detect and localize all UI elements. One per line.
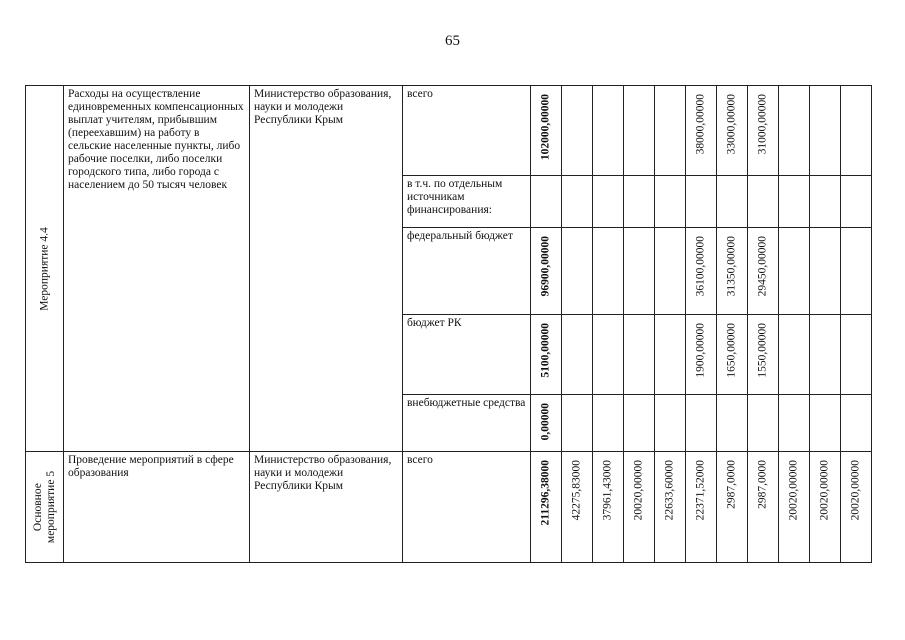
cell-text: 22371,52000 xyxy=(694,460,707,521)
cell-text: 96900,00000 xyxy=(539,236,552,297)
year-amount xyxy=(779,228,810,314)
activity-executor xyxy=(250,452,403,563)
year-amount xyxy=(593,394,624,451)
cell-text: 31000,00000 xyxy=(756,94,769,155)
activity-description xyxy=(64,86,250,452)
year-amount xyxy=(593,314,624,394)
total-amount xyxy=(531,176,562,228)
year-amount xyxy=(624,86,655,176)
cell-text: Расходы на осуществление единовременных компенсационных выплат учителям, прибывшим (переехавшим) на работу в сельские населенные пункты, либо рабочие поселки, либо поселки городского типа, либо города с населением до 50 тысяч человек xyxy=(68,88,244,191)
activity-id xyxy=(26,86,64,452)
year-amount xyxy=(748,394,779,451)
total-amount xyxy=(531,228,562,314)
cell-text: 20020,00000 xyxy=(632,460,645,521)
year-amount xyxy=(624,314,655,394)
year-amount xyxy=(686,228,717,314)
year-amount xyxy=(841,228,872,314)
year-amount xyxy=(624,394,655,451)
year-amount xyxy=(686,452,717,563)
year-amount xyxy=(655,452,686,563)
cell-text: 1550,00000 xyxy=(756,322,769,378)
total-amount xyxy=(531,394,562,451)
activity-id-text xyxy=(38,227,51,311)
cell-text: 102000,00000 xyxy=(539,94,552,161)
year-amount xyxy=(717,314,748,394)
cell-text: в т.ч. по отдельным источникам финансирования: xyxy=(407,178,503,217)
table-row xyxy=(26,86,872,176)
year-amount xyxy=(655,176,686,228)
cell-text: 0,00000 xyxy=(539,402,552,441)
cell-text: 42275,83000 xyxy=(570,460,583,521)
cell-text: внебюджетные средства xyxy=(407,396,526,409)
year-amount xyxy=(810,452,841,563)
year-amount xyxy=(593,452,624,563)
cell-text: 31350,00000 xyxy=(725,236,738,297)
cell-text: 211296,38000 xyxy=(539,460,552,526)
year-amount xyxy=(562,176,593,228)
funding-source xyxy=(403,86,531,176)
cell-text: бюджет РК xyxy=(407,316,462,329)
cell-text: 2987,0000 xyxy=(725,460,738,509)
year-amount xyxy=(593,228,624,314)
year-amount xyxy=(810,86,841,176)
year-amount xyxy=(593,86,624,176)
year-amount xyxy=(562,394,593,451)
cell-text: всего xyxy=(407,454,433,466)
year-amount xyxy=(748,314,779,394)
year-amount xyxy=(717,394,748,451)
activity-id xyxy=(26,452,64,563)
cell-text: 29450,00000 xyxy=(756,236,769,297)
year-amount xyxy=(841,176,872,228)
year-amount xyxy=(686,176,717,228)
year-amount xyxy=(655,394,686,451)
cell-text: мероприятие 5 xyxy=(44,470,57,544)
cell-text: Основное xyxy=(31,483,44,531)
table-row xyxy=(26,452,872,563)
year-amount xyxy=(717,86,748,176)
year-amount xyxy=(562,228,593,314)
cell-text: 37961,43000 xyxy=(601,460,614,521)
year-amount xyxy=(686,314,717,394)
year-amount xyxy=(748,86,779,176)
funding-source xyxy=(403,228,531,314)
funding-source xyxy=(403,394,531,451)
total-amount xyxy=(531,86,562,176)
year-amount xyxy=(779,176,810,228)
year-amount xyxy=(841,394,872,451)
year-amount xyxy=(810,314,841,394)
year-amount xyxy=(562,86,593,176)
cell-text: 38000,00000 xyxy=(694,94,707,155)
year-amount xyxy=(624,452,655,563)
year-amount xyxy=(624,228,655,314)
funding-source xyxy=(403,452,531,563)
year-amount xyxy=(562,452,593,563)
year-amount xyxy=(748,176,779,228)
cell-text: 33000,00000 xyxy=(725,94,738,155)
cell-text: Министерство образования, науки и молодежи Республики Крым xyxy=(254,454,392,492)
year-amount xyxy=(779,314,810,394)
year-amount xyxy=(686,86,717,176)
year-amount xyxy=(717,228,748,314)
year-amount xyxy=(717,176,748,228)
year-amount xyxy=(748,228,779,314)
cell-text: 1900,00000 xyxy=(694,322,707,378)
year-amount xyxy=(810,228,841,314)
cell-text: всего xyxy=(407,88,433,100)
activity-description xyxy=(64,452,250,563)
cell-text: 2987,0000 xyxy=(756,460,769,509)
year-amount xyxy=(593,176,624,228)
year-amount xyxy=(624,176,655,228)
year-amount xyxy=(717,452,748,563)
cell-text: 5100,00000 xyxy=(539,322,552,378)
cell-text: 20020,00000 xyxy=(787,460,800,521)
cell-text: федеральный бюджет xyxy=(407,230,513,243)
budget-table xyxy=(25,85,872,563)
year-amount xyxy=(779,452,810,563)
cell-text: Мероприятие 4.4 xyxy=(38,226,50,311)
cell-text: Министерство образования, науки и молодежи Республики Крым xyxy=(254,88,392,126)
year-amount xyxy=(686,394,717,451)
cell-text: 22633,60000 xyxy=(663,460,676,521)
year-amount xyxy=(810,176,841,228)
year-amount xyxy=(655,314,686,394)
year-amount xyxy=(779,86,810,176)
year-amount xyxy=(562,314,593,394)
year-amount xyxy=(841,86,872,176)
cell-text: 36100,00000 xyxy=(694,236,707,297)
year-amount xyxy=(810,394,841,451)
cell-text: 1650,00000 xyxy=(725,322,738,378)
year-amount xyxy=(841,314,872,394)
total-amount xyxy=(531,314,562,394)
total-amount xyxy=(531,452,562,563)
year-amount xyxy=(779,394,810,451)
cell-text: 20020,00000 xyxy=(849,460,862,521)
page-number: 65 xyxy=(445,33,460,49)
funding-source xyxy=(403,176,531,228)
year-amount xyxy=(841,452,872,563)
activity-id-text xyxy=(32,471,58,543)
cell-text: 20020,00000 xyxy=(818,460,831,521)
year-amount xyxy=(655,86,686,176)
cell-text: Проведение мероприятий в сфере образования xyxy=(68,454,234,479)
year-amount xyxy=(655,228,686,314)
funding-source xyxy=(403,314,531,394)
activity-executor xyxy=(250,86,403,452)
year-amount xyxy=(748,452,779,563)
